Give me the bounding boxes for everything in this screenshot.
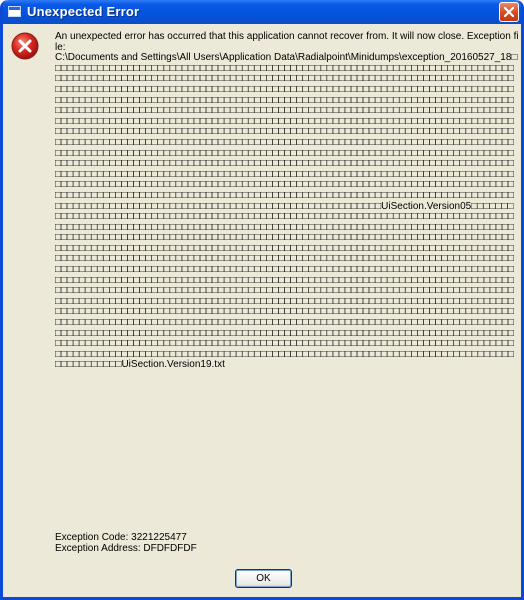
ok-button[interactable]: OK	[235, 569, 292, 588]
exception-code: Exception Code: 3221225477	[55, 532, 187, 543]
close-icon	[503, 6, 515, 18]
garbage-characters: □□□□□□□□□□□□□□□□□□□□□□□□□□□□□□□□□□□□□□□□□□□□□□□□□□□□□□□□□□□□□□□□□□□□□□□□□□□□□□□□□□□□□□□□□□□□□□□□□□□□□□□□□□□□□□□□□□□□□□□□□□□□□□□□□□□□□□□□□□□□□□□□□□□□□□□□□□□□□□□□□□□□□□□□□□□□□□□□□□□□□□□□□□□□□□□□□□□□□□□□□□□□□□□□□□□□□□□□□□□□□□□□□□□□□□□□□□□□□□□□□□□□□□□□□□□□□□□□□□□□□□□□□□□□□□□□□□□□□□□□□□□□□□□□□□□□□□□□□□□□□□□□□□□□□□□□□□□□□□□□□□□□□□□□□□□□□□□□□□□□□□□□□□□□□□□□□□□□□□□□□□□□□□□□□□□□□□□□□□□□□□□□□□□□□□□□□□□□□□□□□□□□□□□□□□□□□□□□□□□□□□□□□□□□□□□□□□□□□□□□□□□□□□□□□□□□□□□□□□□□□□□□□□□□□□□□□□□□□□□□□□□□□□□□□□□□□□□□□□□□□□□□□□□□□□□□□□□□□□□□□□□□□□□□□□□□□□□□□□□□□□□□□□□□□□□□□□□□□□□□□□□□□□□□□□□□□□□□□□□□□□□□□□□□□□□□□□□□□□□□□□□□□□□□□□□□□□□□□□□□□□□□□□□□□□□□□□□□□□□□□□□□□□□□□□□□□□□□□□□□□□□□□□□□□□□□□□□□□□□□□□□□□□□□□□□□□□□□□□□□□□□□□□□□□□□□□□□□□□□□□□□□□□□□□□□□□□□□□□□□□□□□□□□□□□□□□□□□□□□□□□□□□□□□□□□□□□□□□□□□□□□□□□□□□□□□□□□□□□□□□□□□□□□□□□□□□□□□□□□□□□□□□□□□□□□□□□□□□□□□□□□□□□□□□□□□□□□□□□□□□□□□□□□□□□□□□□□□□□□□□□□□□□□□□□□□□□□□□□□□□□□□□□□□□□□□□□□□□□□□□□□□□□□□□□□□□□□□□□□□□□□□□□□□□□□□□□□□□□□□□□□□□□□□□□□□□□□□□□□□□□□□□□□□□□□□□□□□□□□□□□□□□□□□□□□□□□□□□□□□□□□□□□□□□□□□□□□□□□□□□□□□□□□□□□□□□□□□□□□□□□□□□□□□□□□□□□□□□□□□□□	[55, 200, 515, 371]
window-icon	[8, 6, 21, 17]
error-icon	[11, 32, 39, 60]
message-intro: An unexpected error has occurred that this application cannot recover from. It will now close. Exception file:	[55, 31, 519, 53]
error-message	[55, 32, 519, 371]
window-title: Unexpected Error	[27, 4, 140, 19]
title-bar[interactable]	[3, 0, 521, 24]
path-start: C:\Documents and Settings\All Users\Application Data\Radialpoint\Minidumps\exception_20160527_18	[55, 52, 512, 64]
exception-file-path	[55, 53, 519, 371]
close-button[interactable]	[499, 2, 519, 22]
exception-address: Exception Address: DFDFDFDF	[55, 543, 197, 554]
version-file-marker: UiSection.Version19.txt	[121, 359, 225, 371]
garbage-characters: □□□□□□□□□□□□□□□□□□□□□□□□□□□□□□□□□□□□□□□□□□□□□□□□□□□□□□□□□□□□□□□□□□□□□□□□□□□□□□□□□□□□□□□□□□□□□□□□□□□□□□□□□□□□□□□□□□□□□□□□□□□□□□□□□□□□□□□□□□□□□□□□□□□□□□□□□□□□□□□□□□□□□□□□□□□□□□□□□□□□□□□□□□□□□□□□□□□□□□□□□□□□□□□□□□□□□□□□□□□□□□□□□□□□□□□□□□□□□□□□□□□□□□□□□□□□□□□□□□□□□□□□□□□□□□□□□□□□□□□□□□□□□□□□□□□□□□□□□□□□□□□□□□□□□□□□□□□□□□□□□□□□□□□□□□□□□□□□□□□□□□□□□□□□□□□□□□□□□□□□□□□□□□□□□□□□□□□□□□□□□□□□□□□□□□□□□□□□□□□□□□□□□□□□□□□□□□□□□□□□□□□□□□□□□□□□□□□□□□□□□□□□□□□□□□□□□□□□□□□□□□□□□□□□□□□□□□□□□□□□□□□□□□□□□□□□□□□□□□□□□□□□□□□□□□□□□□□□□□□□□□□□□□□□□□□□□□□□□□□□□□□□□□□□□□□□□□□□□□□□□□□□□□□□□□□□□□□□□□□□□□□□□□□□□□□□□□□□□□□□□□□□□□□□□□□□□□□□□□□□□□□□□□□□□□□□□□□□□□□□□□□□□□□□□□□□□□□□□□□□□□□□□□□□□□□□□□□□□□□□□□□□□□□□□□□□□□□□□□□□□□□□□□□□□□□□□□□□□□□□□□□□□□□□□□□□□□□□□□□□□□□□□□□□□□□□□□□□□□□□□□□□□□□□□□□□□□□□□□□□□□□□□□□□□□□□□□□□□□□□□□□□□□□□□□□□□□□□□□□□□□□□□□□□□□□□□□□□□□□□□□□□□□□□□□□□□□□□□□□□□□□□□□□□□□□□□□□□□□□□□□□□□□□□□□□□□□□□□□□□□□□□□□□□□□□□□□□□□□□□□□□□□□□□□□□□□□□□□□□□□□□□□□□□□□□□□□□□□□□□□□□□□□□□□□□□□□□□□□□□□□□□□□□□□□□□□□□□□□□□□□□□□□□□□□□□□□□□□□□□□□□□□□□□□□□□□□□□□□□□□□□	[55, 52, 518, 212]
version-marker: UiSection.Version05	[381, 200, 472, 212]
